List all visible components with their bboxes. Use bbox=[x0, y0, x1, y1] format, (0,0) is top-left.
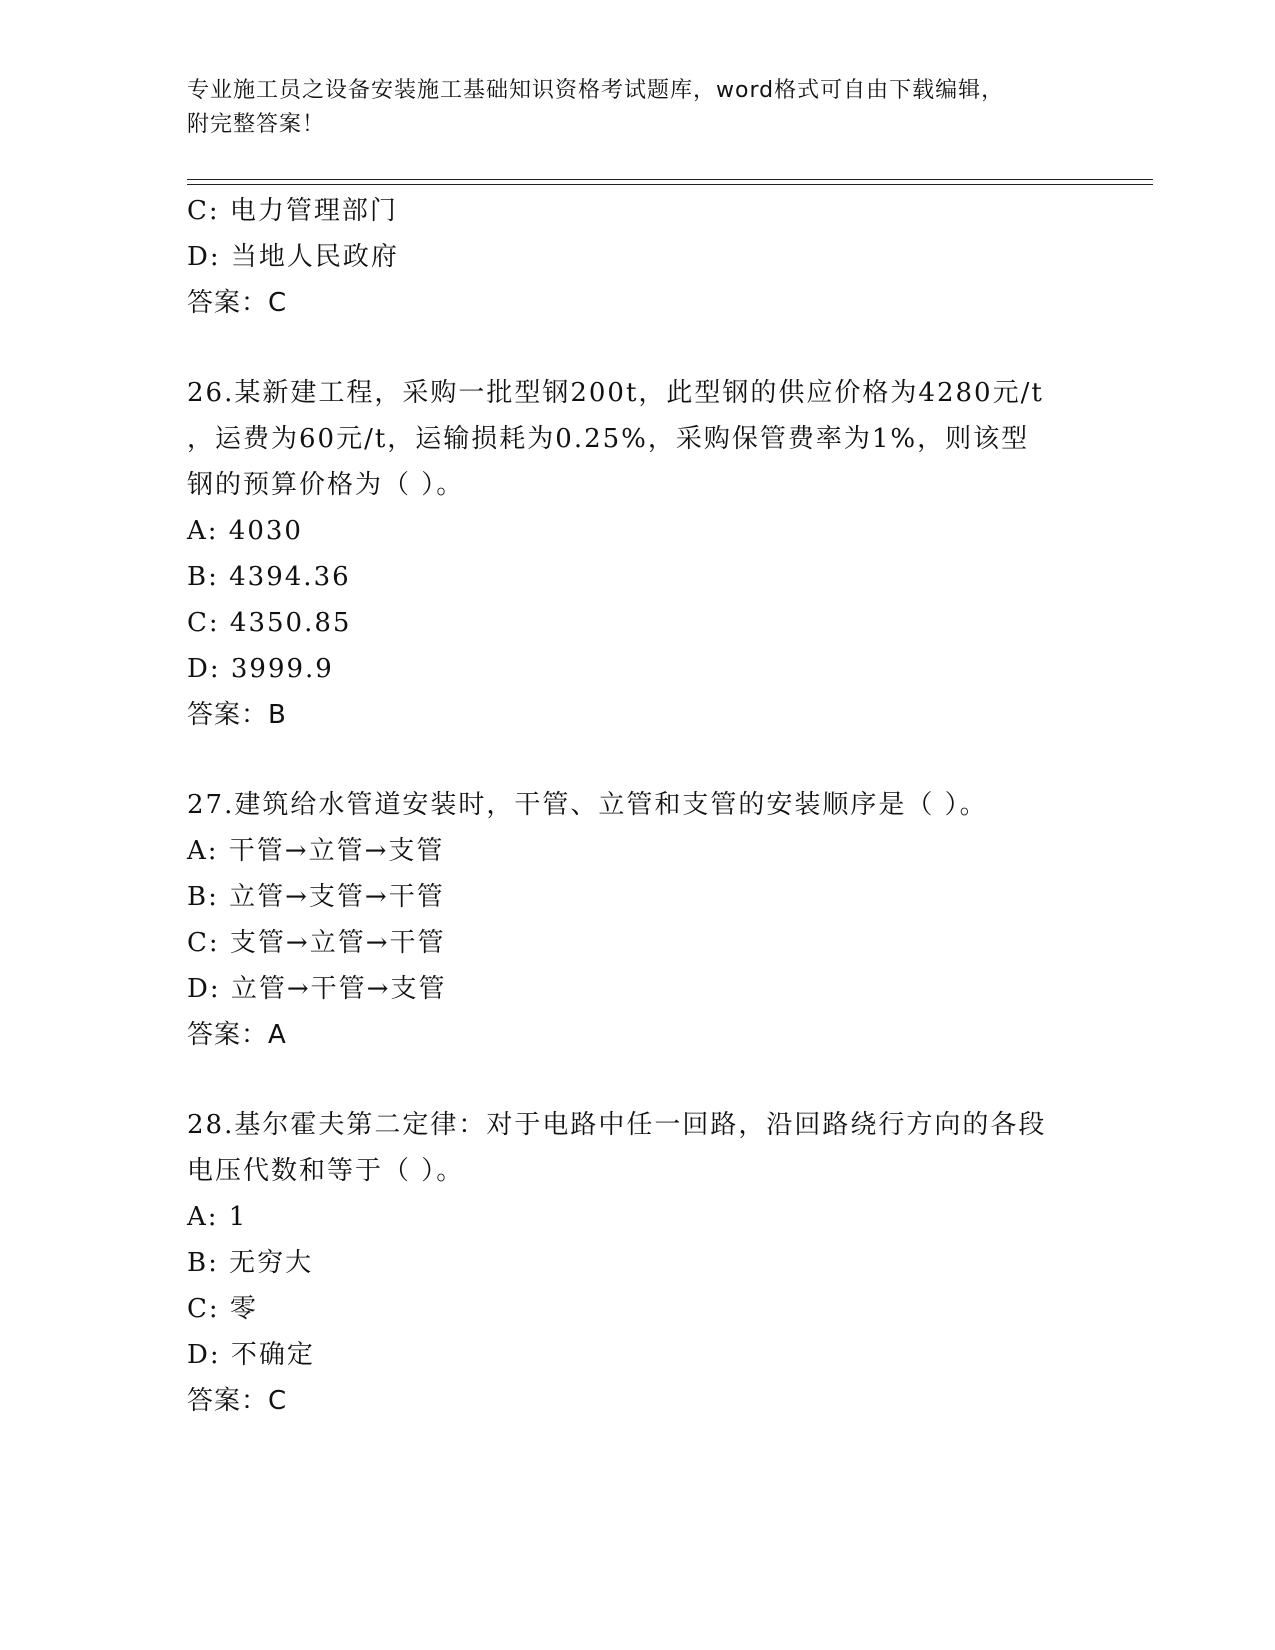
option-d: D: 当地人民政府 bbox=[187, 242, 399, 272]
option-d: D: 立管→干管→支管 bbox=[187, 974, 447, 1004]
question-28 bbox=[187, 1102, 1087, 1424]
header-divider-bottom bbox=[187, 184, 1153, 185]
question-stem-line: 钢的预算价格为（ ）。 bbox=[187, 470, 465, 500]
question-stem-line: 26.某新建工程，采购一批型钢200t，此型钢的供应价格为4280元/t bbox=[187, 378, 1044, 408]
option-c: C: 电力管理部门 bbox=[187, 196, 398, 226]
option-c: C: 4350.85 bbox=[187, 608, 352, 638]
question-stem-line: ，运费为60元/t，运输损耗为0.25%，采购保管费率为1%，则该型 bbox=[187, 424, 1030, 454]
question-stem-line: 27.建筑给水管道安装时，干管、立管和支管的安装顺序是（ ）。 bbox=[187, 790, 988, 820]
option-b: B: 无穷大 bbox=[187, 1248, 314, 1278]
option-b: B: 立管→支管→干管 bbox=[187, 882, 445, 912]
option-a: A: 4030 bbox=[187, 516, 303, 546]
question-26 bbox=[187, 370, 1087, 738]
answer-line: 答案：B bbox=[187, 700, 287, 730]
option-c: C: 零 bbox=[187, 1294, 258, 1324]
document-header bbox=[187, 74, 1147, 142]
header-line-2: 附完整答案！ bbox=[187, 112, 326, 137]
option-b: B: 4394.36 bbox=[187, 562, 351, 592]
answer-line: 答案：C bbox=[187, 1386, 288, 1416]
option-d: D: 3999.9 bbox=[187, 654, 334, 684]
option-a: A: 干管→立管→支管 bbox=[187, 836, 445, 866]
answer-line: 答案：C bbox=[187, 288, 288, 318]
question-stem-line: 28.基尔霍夫第二定律：对于电路中任一回路，沿回路绕行方向的各段 bbox=[187, 1110, 1047, 1140]
question-27 bbox=[187, 782, 1087, 1058]
question-25-continuation bbox=[187, 188, 1087, 326]
question-list bbox=[187, 188, 1087, 1424]
answer-line: 答案：A bbox=[187, 1020, 287, 1050]
header-line-1: 专业施工员之设备安装施工基础知识资格考试题库，word格式可自由下载编辑， bbox=[187, 78, 1005, 103]
option-c: C: 支管→立管→干管 bbox=[187, 928, 446, 958]
option-a: A: 1 bbox=[187, 1202, 248, 1232]
header-divider-top bbox=[187, 179, 1153, 180]
question-stem-line: 电压代数和等于（ ）。 bbox=[187, 1156, 465, 1186]
option-d: D: 不确定 bbox=[187, 1340, 315, 1370]
